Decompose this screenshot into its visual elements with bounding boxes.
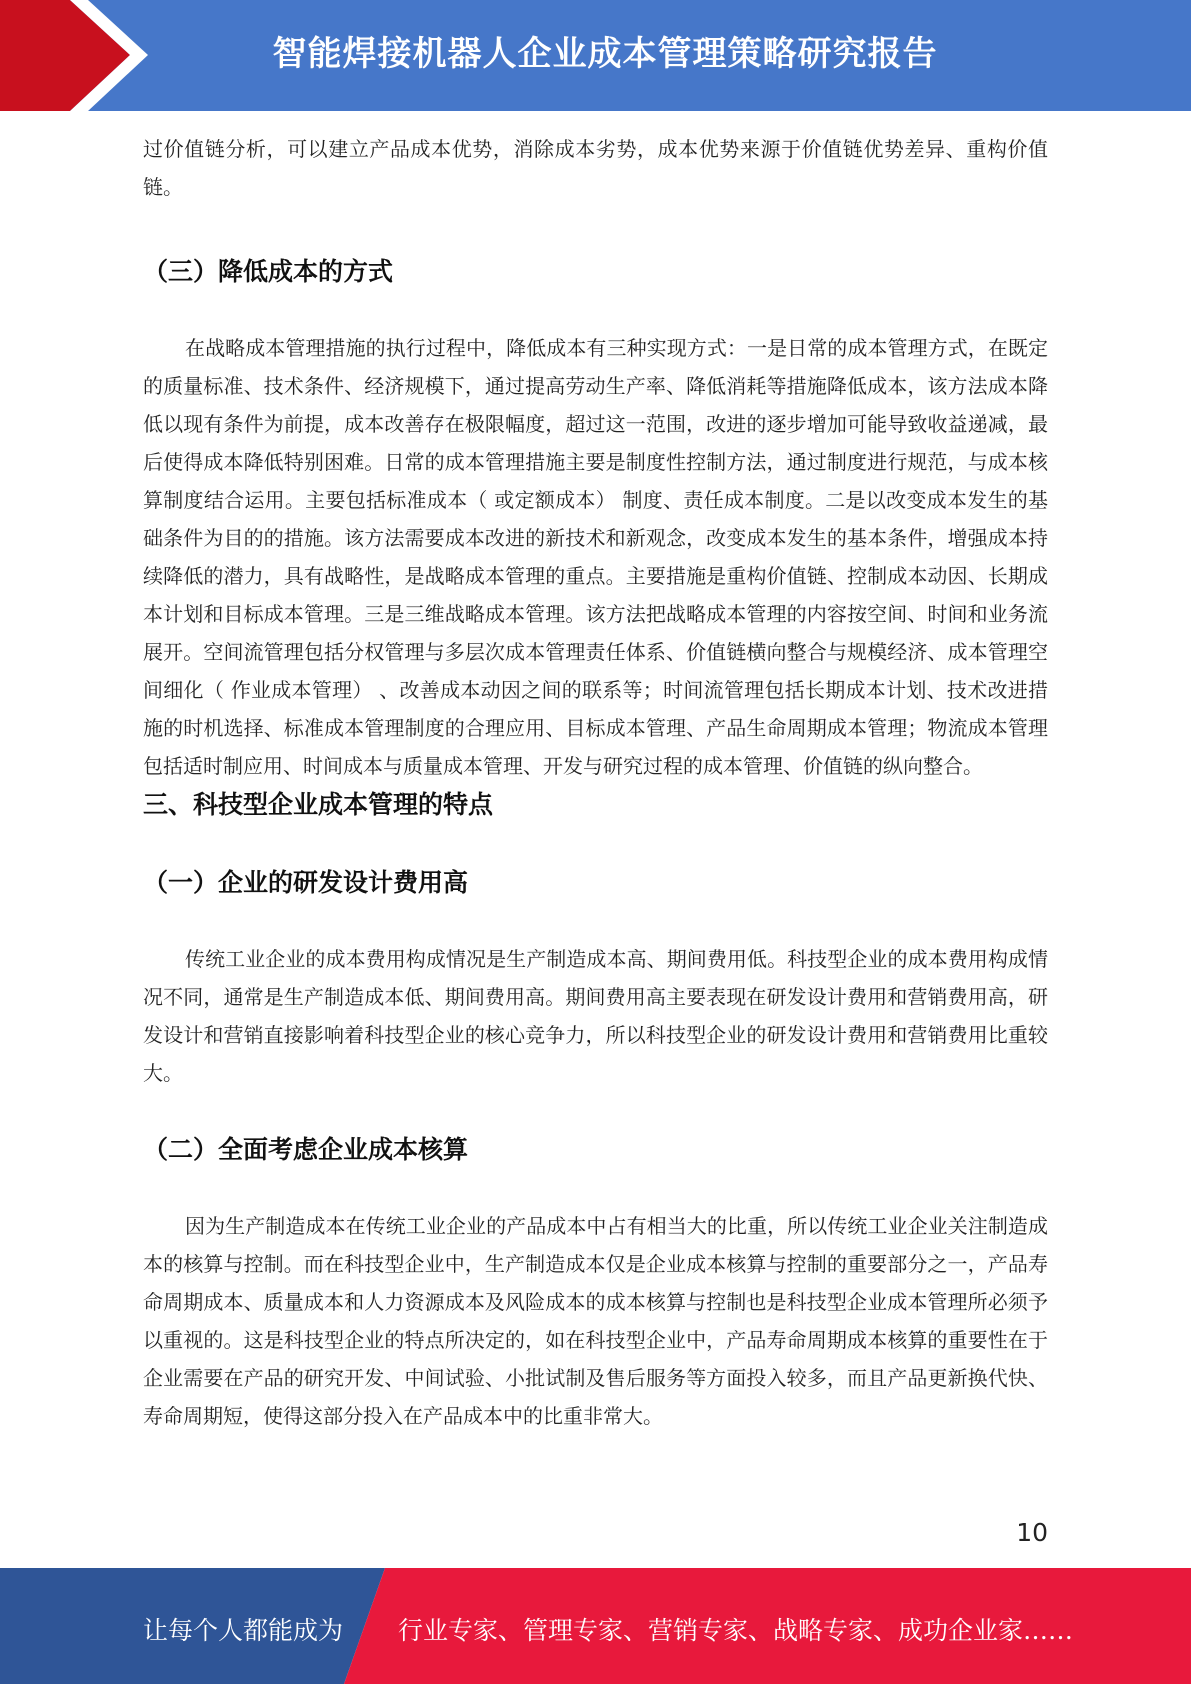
heading-cost-reduction: （三）降低成本的方式 <box>143 257 394 286</box>
document-body <box>143 130 1048 1435</box>
heading-cost-accounting: （二）全面考虑企业成本核算 <box>143 1135 469 1164</box>
footer-slogan-right: 行业专家、管理专家、营销专家、战略专家、成功企业家…… <box>398 1616 1074 1645</box>
page-footer <box>0 1568 1191 1684</box>
paragraph-cost-reduction: 在战略成本管理措施的执行过程中，降低成本有三种实现方式：一是日常的成本管理方式，在既定的质量标准、技术条件、经济规模下，通过提高劳动生产率、降低消耗等措施降低成本，该方法成本降低以现有条件为前提，成本改善存在极限幅度，超过这一范围，改进的逐步增加可能导致收益递减，最后使得成本降低特别困难。日常的成本管理措施主要是制度性控制方法，通过制度进行规范，与成本核算制度结合运用。主要包括标准成本（ 或定额成本） 制度、责任成本制度。二是以改变成本发生的基础条件为目的的措施。该方法需要成本改进的新技术和新观念，改变成本发生的基本条件，增强成本持续降低的潜力，具有战略性，是战略成本管理的重点。主要措施是重构价值链、控制成本动因、长期成本计划和目标成本管理。三是三维战略成本管理。该方法把战略成本管理的内容按空间、时间和业务流展开。空间流管理包括分权管理与多层次成本管理责任体系、价值链横向整合与规模经济、成本管理空间细化（ 作业成本管理） 、改善成本动因之间的联系等；时间流管理包括长期成本计划、技术改进措施的时机选择、标准成本管理制度的合理应用、目标成本管理、产品生命周期成本管理；物流成本管理包括适时制应用、时间成本与质量成本管理、开发与研究过程的成本管理、价值链的纵向整合。 <box>143 336 1048 778</box>
paragraph-cost-accounting: 因为生产制造成本在传统工业企业的产品成本中占有相当大的比重，所以传统工业企业关注制造成本的核算与控制。而在科技型企业中，生产制造成本仅是企业成本核算与控制的重要部分之一，产品寿命周期成本、质量成本和人力资源成本及风险成本的成本核算与控制也是科技型企业成本管理所必须予以重视的。这是科技型企业的特点所决定的，如在科技型企业中，产品寿命周期成本核算的重要性在于企业需要在产品的研究开发、中间试验、小批试制及售后服务等方面投入较多，而且产品更新换代快、寿命周期短，使得这部分投入在产品成本中的比重非常大。 <box>143 1214 1048 1428</box>
page-header <box>0 0 1191 111</box>
page-number: 10 <box>1016 1518 1048 1547</box>
heading-rd-costs: （一）企业的研发设计费用高 <box>143 868 469 897</box>
footer-slogan-left: 让每个人都能成为 <box>143 1616 344 1645</box>
paragraph-rd-costs: 传统工业企业的成本费用构成情况是生产制造成本高、期间费用低。科技型企业的成本费用构成情况不同，通常是生产制造成本低、期间费用高。期间费用高主要表现在研发设计费用和营销费用高，研发设计和营销直接影响着科技型企业的核心竞争力，所以科技型企业的研发设计费用和营销费用比重较大。 <box>143 947 1048 1085</box>
header-chevron-icon <box>0 0 160 111</box>
heading-section-three: 三、科技型企业成本管理的特点 <box>143 790 494 819</box>
intro-paragraph: 过价值链分析，可以建立产品成本优势，消除成本劣势，成本优势来源于价值链优势差异、重构价值链。 <box>143 137 1048 199</box>
report-title: 智能焊接机器人企业成本管理策略研究报告 <box>272 34 938 74</box>
